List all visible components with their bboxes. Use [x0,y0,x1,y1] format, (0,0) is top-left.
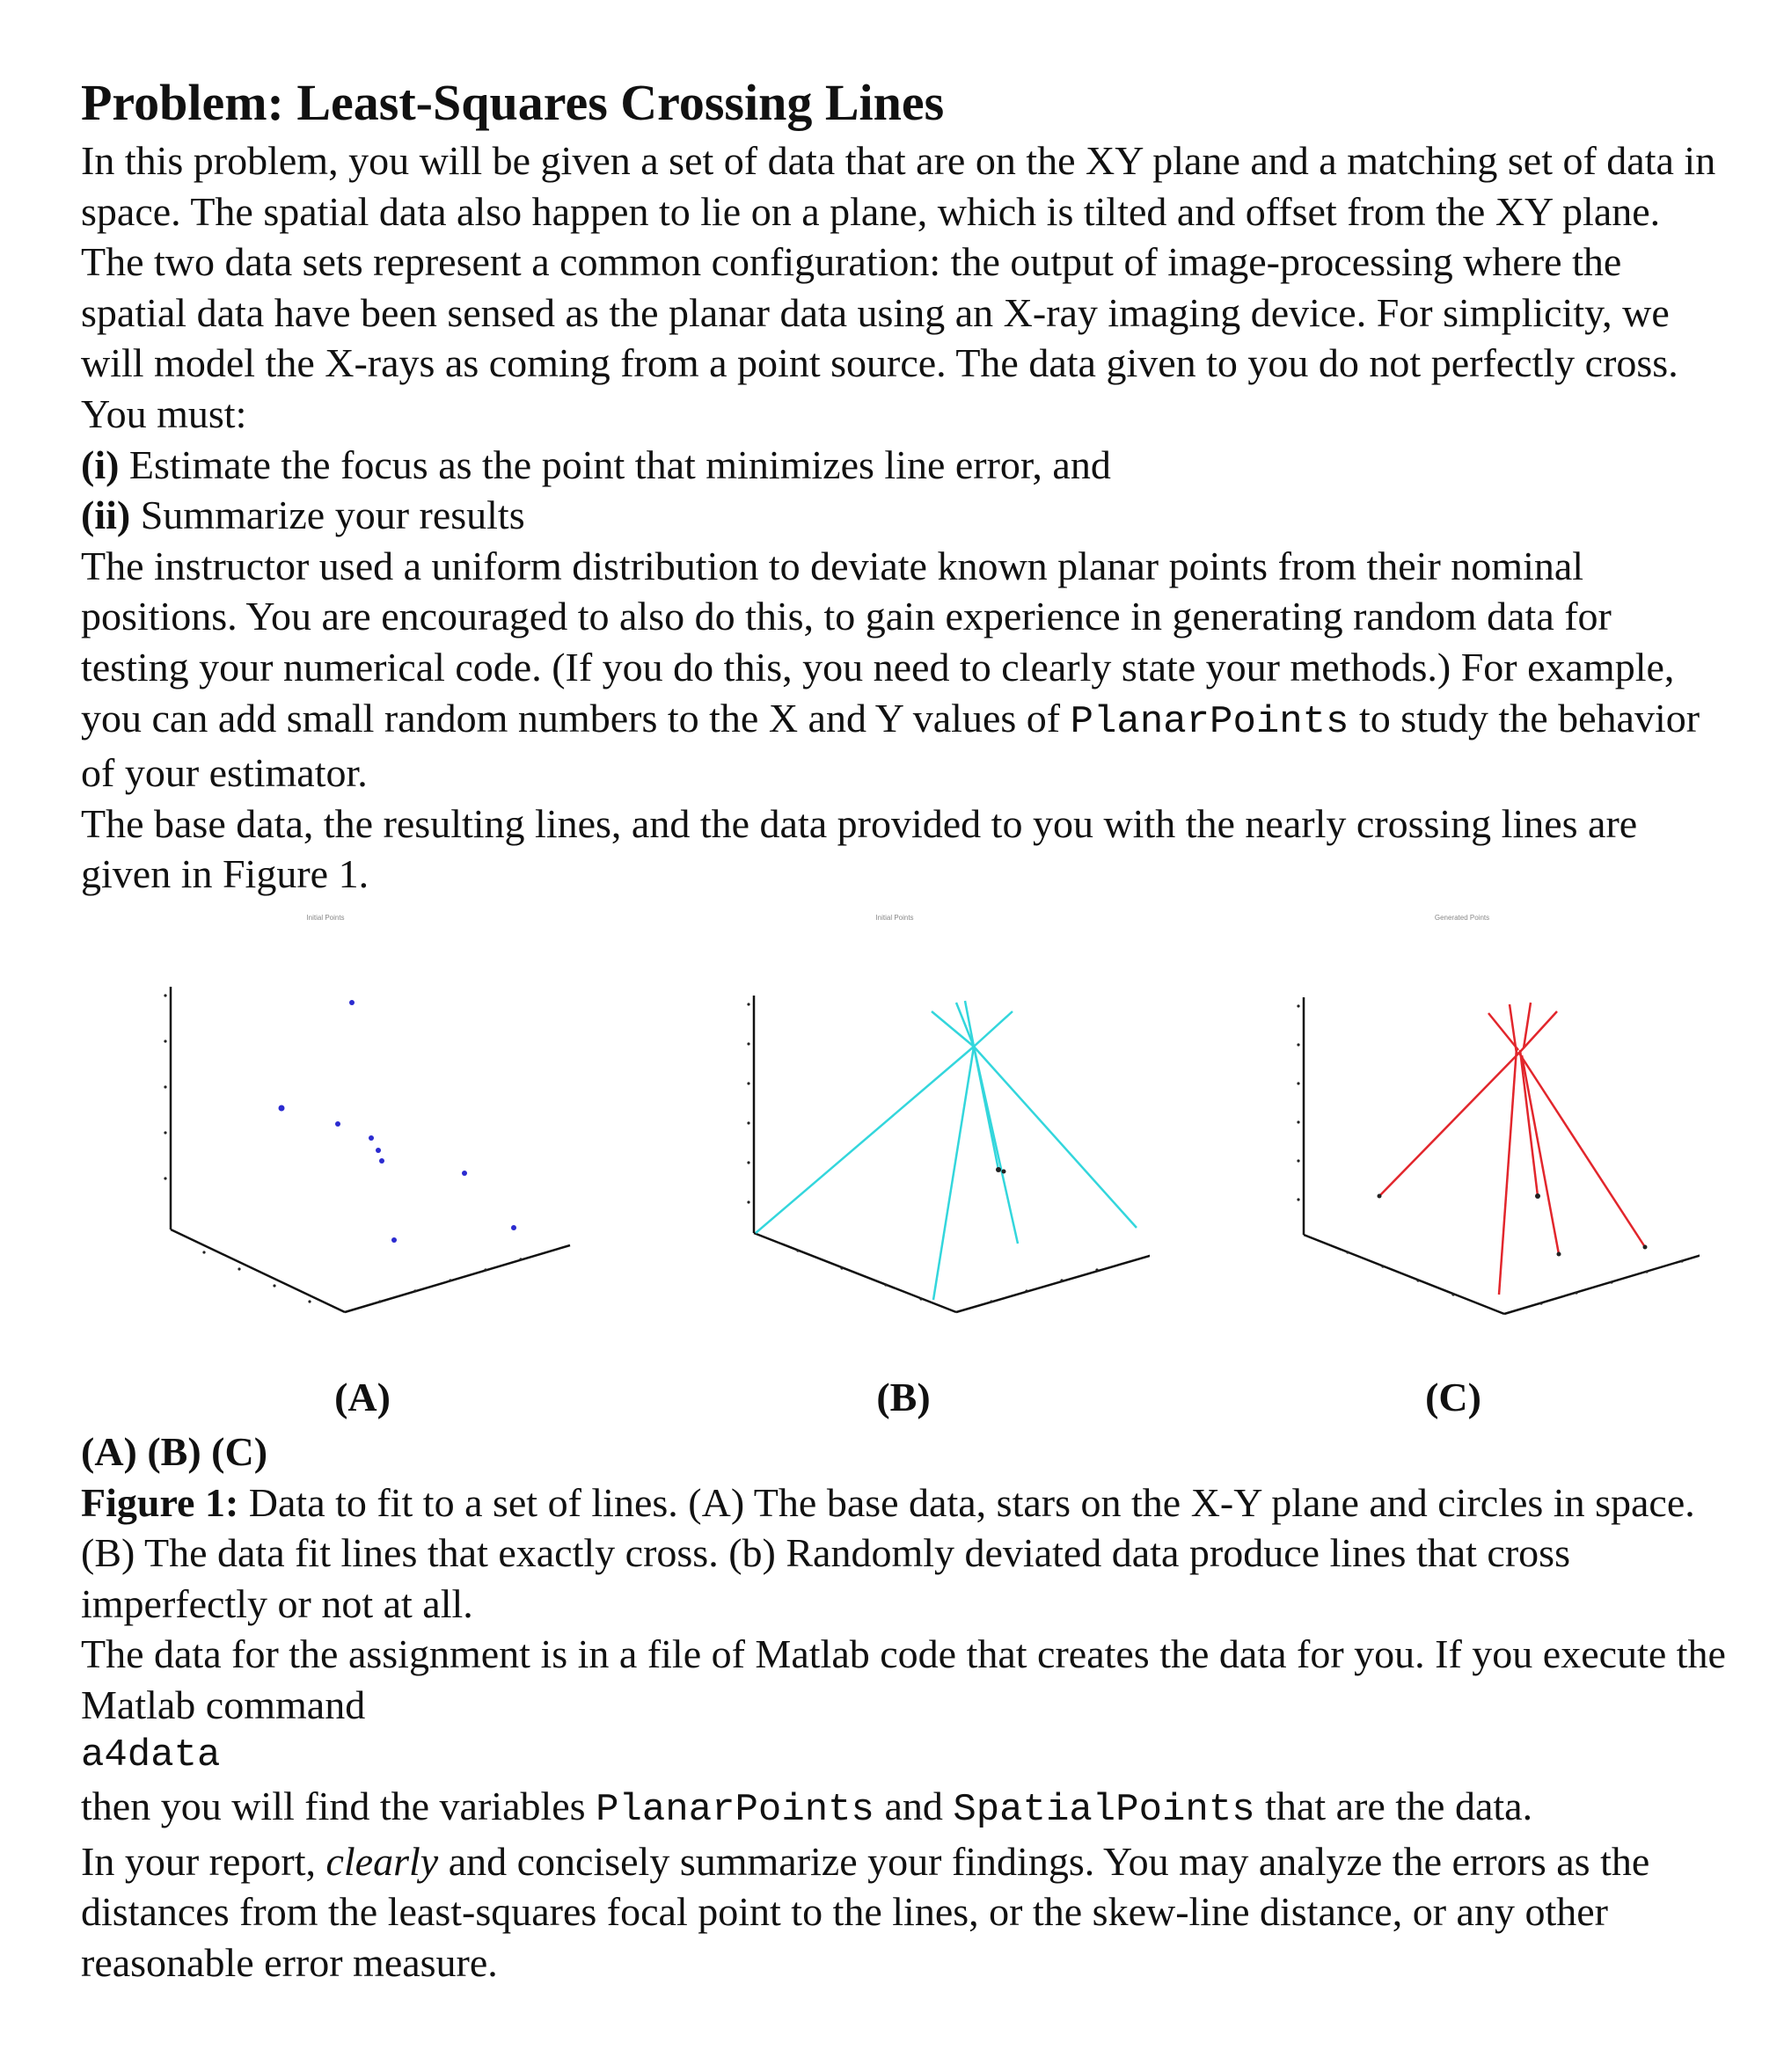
page-title: Problem: Least-Squares Crossing Lines [81,74,945,131]
report-paragraph [81,1836,1726,1988]
plot-c-markers [1378,1193,1648,1257]
document-page [81,72,1726,1985]
plot-a-ticks [164,994,522,1302]
panel-a-label: (A) [334,1375,391,1419]
figure-reference-paragraph: The base data, the resulting lines, and the data provided to you with the nearly crossing lines are given in Figure 1. [81,800,1638,897]
figure-labels-line [81,1426,1726,1477]
text-span: then you will find the variables [81,1784,596,1829]
figure-caption [81,1477,1726,1630]
code-planarpoints: PlanarPoints [596,1788,874,1833]
intro-paragraph: In this problem, you will be given a set of data that are on the XY plane and a matching set of data in space. The spatial data also happen to lie on a plane, which is tilted and offset from the XY plane. The two data sets represent a common configuration: the output of image-processing where the spatial data have been sensed as the planar data using an X-ray imaging device. For simplicity, we will model the X-rays as coming from a point source. The data given to you do not perfectly cross. You must: [81,138,1716,436]
plot-c-ticks [1297,1004,1683,1304]
text-span: to study the behavior of your estimator. [81,695,1700,796]
code-planarpoints: PlanarPoints [1070,699,1349,744]
task-item-2 [81,490,1726,541]
body-text [81,135,1726,900]
plot-a-title: Initial Points [306,914,345,922]
body-text-after-figure [81,1426,1726,1988]
task-text: Summarize your results [130,492,525,538]
data-paragraph: The data for the assignment is in a file of Matlab code that creates the data for you. If you execute the Matlab command [81,1631,1726,1727]
text-span: and [874,1784,954,1829]
text-span: that are the data. [1254,1784,1533,1829]
plot-a-axes [171,987,570,1312]
figure-panel-b [657,899,1150,1462]
emphasis-clearly: clearly [325,1838,439,1884]
plot-a-points [279,1000,517,1243]
method-paragraph [81,541,1726,799]
figure-labels: (A) (B) (C) [81,1429,268,1474]
task-marker: (ii) [81,492,131,538]
plot-b-axes [754,996,1150,1312]
text-span: and concisely summarize your findings. You may analyze the errors as the distances from the least-squares focal point to the lines, or the skew-line distance, or any other reasonable error measure. [81,1838,1650,1985]
variables-paragraph [81,1781,1726,1836]
figure-1 [81,899,1726,1479]
text-span: In your report, [81,1838,326,1884]
figure-panel-a [116,899,609,1462]
caption-text: Data to fit to a set of lines. (A) The base data, stars on the X-Y plane and circles in space. (B) The data fit lines that exactly cross. (b) Randomly deviated data produce lines that cross imperfectly or not at all. [81,1479,1695,1626]
plot-c-lines [1379,1003,1645,1295]
task-item-1 [81,440,1726,491]
panel-c-label: (C) [1425,1375,1481,1419]
code-spatialpoints: SpatialPoints [953,1788,1255,1833]
task-text: Estimate the focus as the point that minimizes line error, and [119,441,1111,487]
plot-b-title: Initial Points [875,914,914,922]
plot-b-ticks [747,1003,1098,1302]
figure-panel-c [1207,899,1700,1462]
panel-b-label: (B) [876,1375,931,1419]
caption-label: Figure 1: [81,1479,239,1525]
plot-c-title: Generated Points [1434,914,1490,922]
task-marker: (i) [81,441,120,487]
matlab-command: a4data [81,1733,221,1777]
text-span: The instructor used a uniform distribution to deviate known planar points from their nominal positions. You are encouraged to also do this, to gain experience in generating random data for testing your numerical code. (If you do this, you need to clearly state your methods.) For example, you can add small random numbers to the X and Y values of [81,543,1675,741]
